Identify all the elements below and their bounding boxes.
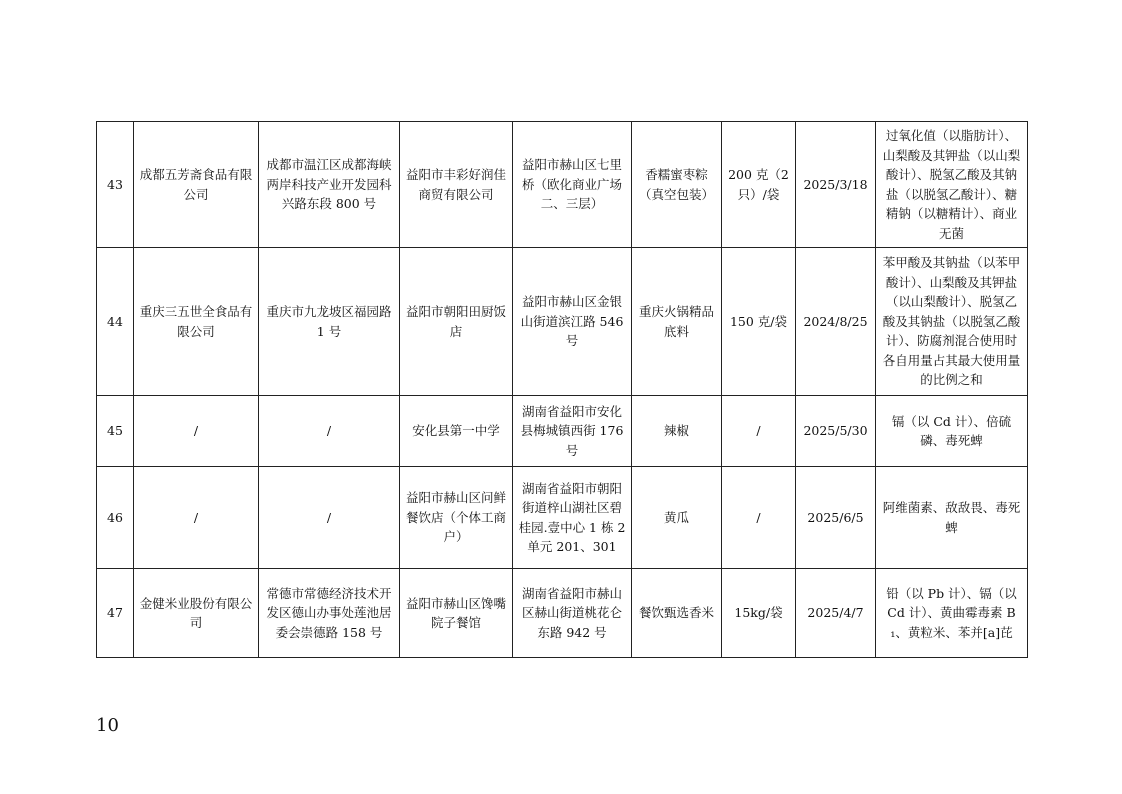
food-name: 黄瓜 (632, 467, 722, 569)
specification: / (722, 467, 796, 569)
row-number: 44 (97, 248, 134, 396)
producer-name: 金健米业股份有限公司 (134, 569, 259, 658)
table-row (97, 569, 1028, 658)
producer-address: 重庆市九龙坡区福园路 1 号 (259, 248, 400, 396)
food-name: 辣椒 (632, 396, 722, 467)
sampled-address: 湖南省益阳市朝阳街道梓山湖社区碧桂园.壹中心 1 栋 2 单元 201、301 (513, 467, 632, 569)
test-items: 铅（以 Pb 计）、镉（以 Cd 计）、黄曲霉毒素 B₁、黄粒米、苯并[a]芘 (876, 569, 1028, 658)
production-date: 2025/3/18 (796, 122, 876, 248)
table-row (97, 122, 1028, 248)
results-table (96, 121, 1028, 658)
production-date: 2025/5/30 (796, 396, 876, 467)
producer-name: / (134, 396, 259, 467)
sampled-unit: 安化县第一中学 (400, 396, 513, 467)
sampled-unit: 益阳市赫山区馋嘴院子餐馆 (400, 569, 513, 658)
producer-address: / (259, 396, 400, 467)
food-name: 香糯蜜枣粽（真空包装） (632, 122, 722, 248)
producer-name: 重庆三五世全食品有限公司 (134, 248, 259, 396)
production-date: 2025/6/5 (796, 467, 876, 569)
row-number: 46 (97, 467, 134, 569)
producer-address: 成都市温江区成都海峡两岸科技产业开发园科兴路东段 800 号 (259, 122, 400, 248)
food-name: 重庆火锅精品底料 (632, 248, 722, 396)
row-number: 45 (97, 396, 134, 467)
sampled-unit: 益阳市丰彩好润佳商贸有限公司 (400, 122, 513, 248)
sampled-address: 益阳市赫山区七里桥（欧化商业广场二、三层） (513, 122, 632, 248)
specification: 150 克/袋 (722, 248, 796, 396)
sampled-address: 湖南省益阳市安化县梅城镇西街 176 号 (513, 396, 632, 467)
production-date: 2025/4/7 (796, 569, 876, 658)
producer-name: 成都五芳斋食品有限公司 (134, 122, 259, 248)
row-number: 43 (97, 122, 134, 248)
specification: / (722, 396, 796, 467)
producer-address: / (259, 467, 400, 569)
row-number: 47 (97, 569, 134, 658)
specification: 15kg/袋 (722, 569, 796, 658)
page-number: 10 (96, 715, 119, 736)
producer-name: / (134, 467, 259, 569)
food-name: 餐饮甄选香米 (632, 569, 722, 658)
test-items: 苯甲酸及其钠盐（以苯甲酸计）、山梨酸及其钾盐（以山梨酸计）、脱氢乙酸及其钠盐（以脱氢乙酸计）、防腐剂混合使用时各自用量占其最大使用量的比例之和 (876, 248, 1028, 396)
table-row (97, 248, 1028, 396)
table-row (97, 396, 1028, 467)
specification: 200 克（2 只）/袋 (722, 122, 796, 248)
test-items: 阿维菌素、敌敌畏、毒死蜱 (876, 467, 1028, 569)
producer-address: 常德市常德经济技术开发区德山办事处莲池居委会崇德路 158 号 (259, 569, 400, 658)
sampled-unit: 益阳市朝阳田厨饭店 (400, 248, 513, 396)
sampled-unit: 益阳市赫山区问鲜餐饮店（个体工商户） (400, 467, 513, 569)
sampled-address: 湖南省益阳市赫山区赫山街道桃花仑东路 942 号 (513, 569, 632, 658)
test-items: 镉（以 Cd 计）、倍硫磷、毒死蜱 (876, 396, 1028, 467)
table-row (97, 467, 1028, 569)
production-date: 2024/8/25 (796, 248, 876, 396)
sampled-address: 益阳市赫山区金银山街道滨江路 546 号 (513, 248, 632, 396)
test-items: 过氧化值（以脂肪计）、山梨酸及其钾盐（以山梨酸计）、脱氢乙酸及其钠盐（以脱氢乙酸计）、糖精钠（以糖精计）、商业无菌 (876, 122, 1028, 248)
